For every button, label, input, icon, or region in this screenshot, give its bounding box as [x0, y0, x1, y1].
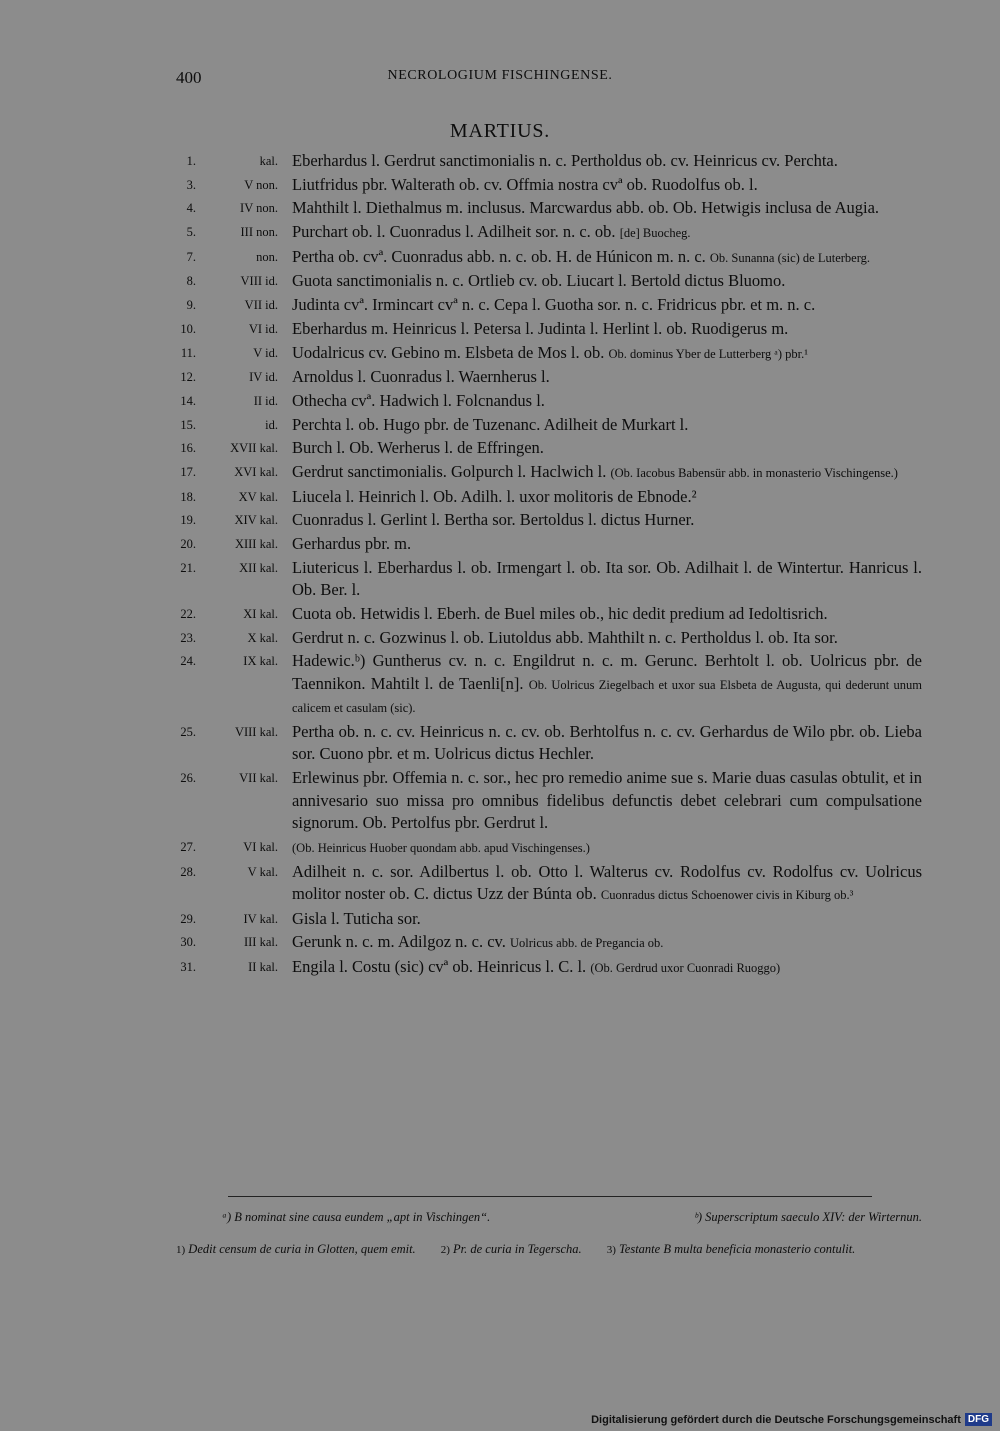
entry-date: VII id. [244, 298, 278, 313]
entry-row [160, 650, 922, 720]
entry-text: Liutfridus pbr. Walterath ob. cv. Offmia nostra cvª ob. Ruodolfus ob. l. [292, 174, 758, 194]
entry-day: 17. [180, 464, 196, 479]
entry-row [160, 342, 922, 366]
footnotes-letter [222, 1210, 922, 1225]
entry-date: XI kal. [243, 606, 278, 621]
entry-text: Liucela l. Heinrich l. Ob. Adilh. l. uxor molitoris de Ebnode.² [292, 486, 697, 506]
entry-row [160, 486, 922, 509]
entry-day: 30. [180, 935, 196, 950]
entry-date: XVII kal. [230, 441, 278, 456]
entry-date: X kal. [247, 630, 278, 645]
entry-day: 22. [180, 606, 196, 621]
entry-note: Cuonradus dictus Schoenower civis in Kiburg ob.³ [600, 888, 854, 902]
entry-note: Ob. Uolricus Ziegelbach et uxor sua Elsbeta de Augusta, qui dederunt unum calicem et casulam (sic). [292, 677, 922, 716]
entry-date: VII kal. [239, 771, 278, 786]
entry-text: Pertha ob. cvª. Cuonradus abb. n. c. ob. H. de Húnicon m. n. c. [292, 246, 706, 266]
entry-date: VI kal. [243, 839, 278, 854]
entry-row [160, 908, 922, 931]
footnote-b: ᵇ) Superscriptum saeculo XIV: der Wirternun. [694, 1210, 922, 1224]
entry-text: Gerdrut sanctimonialis. Golpurch l. Haclwich l. [292, 461, 607, 481]
entry-day: 21. [180, 560, 196, 575]
entry-row [160, 627, 922, 650]
entry-row [160, 721, 922, 766]
entry-date: kal. [259, 154, 278, 168]
running-title: NECROLOGIUM FISCHINGENSE. [387, 68, 613, 83]
entry-note: (Ob. Heinricus Huober quondam abb. apud Vischingenses.) [292, 840, 590, 855]
entry-text: Gisla l. Tuticha sor. [292, 908, 421, 928]
entry-row [160, 318, 922, 341]
entry-day: 12. [180, 370, 196, 385]
entry-text: Erlewinus pbr. Offemia n. c. sor., hec pro remedio anime sue s. Marie duas casulas obtulit, et in annivesario suo missa pro omnibus fidelibus defunctis debet celebrari cum compulsatione signorum. Ob. Pertolfus pbr. Gerdrut l. [292, 768, 922, 833]
entry-date: XVI kal. [234, 464, 278, 479]
entry-note: (Ob. Iacobus Babensür abb. in monasterio Vischingense.) [610, 465, 898, 480]
entry-text: Gerunk n. c. m. Adilgoz n. c. cv. [292, 932, 506, 952]
entry-date: id. [265, 417, 278, 432]
entry-row [160, 956, 922, 980]
entry-row [160, 533, 922, 556]
entry-text: Arnoldus l. Cuonradus l. Waernherus l. [292, 367, 550, 387]
entry-row [160, 836, 922, 860]
entry-text: Hadewic.ᵇ) Guntherus cv. n. c. Engildrut n. c. m. Gerunc. Berhtolt l. ob. Uolricus pbr. de Taennikon. Mahtilt l. de Taenli[n]. [292, 651, 922, 693]
footnote-a: ᵃ) B nominat sine causa eundem „apt in Vischingen“. [222, 1210, 491, 1224]
entry-note: (Ob. Gerdrud uxor Cuonradi Ruoggo) [590, 961, 781, 976]
entry-day: 19. [180, 513, 196, 528]
entry-date: VIII kal. [234, 724, 278, 739]
entry-day: 10. [180, 321, 196, 336]
entry-date: II kal. [248, 960, 278, 975]
entry-row [160, 861, 922, 907]
entry-day: 1. [186, 154, 196, 168]
footnote-1: Dedit censum de curia in Glotten, quem emit. [188, 1242, 416, 1256]
entry-day: 18. [180, 489, 196, 504]
entry-date: III kal. [243, 935, 278, 950]
entry-day: 7. [186, 249, 196, 264]
entry-row [160, 509, 922, 532]
entry-row [160, 390, 922, 413]
page-number: 400 [176, 68, 202, 87]
entry-date: XIV kal. [234, 513, 278, 528]
entry-text: Othecha cvª. Hadwich l. Folcnandus l. [292, 390, 545, 410]
entry-date: IV id. [249, 370, 278, 385]
entry-day: 20. [180, 537, 196, 551]
entry-text: Eberhardus m. Heinricus l. Petersa l. Judinta l. Herlint l. ob. Ruodigerus m. [292, 318, 789, 338]
month-heading: MARTIUS. [449, 120, 551, 142]
footnote-2-marker: 2) [440, 1244, 450, 1256]
entry-day: 25. [180, 724, 196, 739]
footnote-2: Pr. de curia in Tegerscha. [452, 1242, 582, 1256]
entry-day: 31. [180, 960, 196, 975]
entry-row [160, 931, 922, 955]
entry-text: Gerhardus pbr. m. [292, 534, 412, 553]
entry-day: 5. [186, 225, 196, 240]
entry-date: III non. [240, 225, 278, 240]
entry-date: VIII id. [240, 274, 278, 289]
entry-row [160, 246, 922, 270]
entry-row [160, 461, 922, 485]
entry-text: Judinta cvª. Irmincart cvª n. c. Cepa l. Guotha sor. n. c. Fridricus pbr. et m. n. c. [292, 295, 816, 315]
entry-note: Ob. dominus Yber de Lutterberg ᵃ) pbr.¹ [608, 346, 808, 361]
entry-day: 8. [186, 274, 196, 289]
entry-row [160, 557, 922, 602]
entry-row [160, 603, 922, 626]
necrology-entries [160, 150, 922, 981]
entry-row [160, 437, 922, 460]
entry-row [160, 767, 922, 835]
entry-day: 29. [180, 911, 196, 926]
entry-text: Uodalricus cv. Gebino m. Elsbeta de Mos l. ob. [292, 342, 605, 362]
entry-date: non. [256, 249, 278, 264]
entry-text: Cuota ob. Hetwidis l. Eberh. de Buel miles ob., hic dedit predium ad Iedoltisrich. [292, 603, 828, 623]
entry-note: [de] Buocheg. [619, 226, 691, 241]
entry-day: 16. [180, 441, 196, 456]
entry-row [160, 294, 922, 317]
entry-date: XII kal. [239, 560, 278, 575]
entry-day: 24. [180, 654, 196, 669]
entry-date: V non. [244, 177, 278, 192]
entry-day: 23. [180, 630, 196, 645]
entry-date: IX kal. [243, 654, 278, 669]
funding-credit [591, 1413, 992, 1426]
entry-date: XIII kal. [234, 537, 278, 551]
entry-row [160, 174, 922, 197]
entry-date: XV kal. [238, 489, 278, 504]
entry-text: Guota sanctimonialis n. c. Ortlieb cv. ob. Liucart l. Bertold dictus Bluomo. [292, 271, 786, 291]
funding-text: Digitalisierung gefördert durch die Deutsche Forschungsgemeinschaft [591, 1413, 961, 1426]
entry-day: 3. [186, 177, 196, 192]
entry-text: Mahthilt l. Diethalmus m. inclusus. Marcwardus abb. ob. Ob. Hetwigis inclusa de Augia. [292, 198, 880, 218]
entry-date: IV non. [240, 201, 278, 216]
entry-day: 11. [180, 345, 196, 360]
footnote-3-marker: 3) [606, 1244, 616, 1256]
entry-row [160, 197, 922, 220]
footnotes-numbered [176, 1240, 922, 1260]
entry-row [160, 221, 922, 245]
entry-day: 4. [186, 201, 196, 216]
entry-date: V kal. [247, 864, 278, 879]
entry-text: Burch l. Ob. Werherus l. de Effringen. [292, 438, 544, 458]
entry-date: IV kal. [243, 911, 278, 926]
entry-date: V id. [253, 345, 278, 360]
footnote-1-marker: 1) [176, 1244, 186, 1256]
dfg-logo: DFG [965, 1413, 992, 1426]
entry-text: Adilheit n. c. sor. Adilbertus l. ob. Otto l. Walterus cv. Rodolfus cv. Rodolfus cv. Uolricus molitor noster ob. C. dictus Uzz der Búnta ob. [292, 861, 922, 903]
entry-text: Gerdrut n. c. Gozwinus l. ob. Liutoldus abb. Mahthilt n. c. Pertholdus l. ob. Ita sor. [292, 627, 838, 647]
entry-day: 9. [186, 298, 196, 313]
entry-row [160, 414, 922, 437]
entry-text: Pertha ob. n. c. cv. Heinricus n. c. cv. ob. Berhtolfus n. c. cv. Gerhardus de Wilo pbr. ob. Lieba sor. Cuono pbr. et m. Uolricus dictus Hechler. [292, 721, 922, 764]
entry-note: Ob. Sunanna (sic) de Luterberg. [709, 250, 871, 265]
entry-day: 26. [180, 771, 196, 786]
entry-note: Uolricus abb. de Pregancia ob. [509, 936, 664, 951]
entry-text: Cuonradus l. Gerlint l. Bertha sor. Bertoldus l. dictus Hurner. [292, 510, 695, 530]
entry-text: Purchart ob. l. Cuonradus l. Adilheit sor. n. c. ob. [292, 222, 616, 242]
entry-day: 14. [180, 393, 196, 408]
entry-date: VI id. [248, 321, 278, 336]
entry-row [160, 270, 922, 293]
entry-date: II id. [253, 393, 278, 408]
entry-day: 15. [180, 417, 196, 432]
entry-row [160, 366, 922, 389]
entry-day: 28. [180, 864, 196, 879]
entry-day: 27. [180, 839, 196, 854]
entry-text: Eberhardus l. Gerdrut sanctimonialis n. c. Pertholdus ob. cv. Heinricus cv. Perchta. [292, 151, 838, 170]
footnote-rule [228, 1196, 872, 1197]
entry-text: Perchta l. ob. Hugo pbr. de Tuzenanc. Adilheit de Murkart l. [292, 414, 689, 434]
entry-row [160, 150, 922, 173]
entry-text: Engila l. Costu (sic) cvª ob. Heinricus l. C. l. [292, 957, 587, 977]
footnote-3: Testante B multa beneficia monasterio contulit. [618, 1242, 856, 1256]
entry-text: Liutericus l. Eberhardus l. ob. Irmengart l. ob. Ita sor. Ob. Adilhait l. de Wintertur. Hanricus l. Ob. Ber. l. [292, 557, 922, 600]
